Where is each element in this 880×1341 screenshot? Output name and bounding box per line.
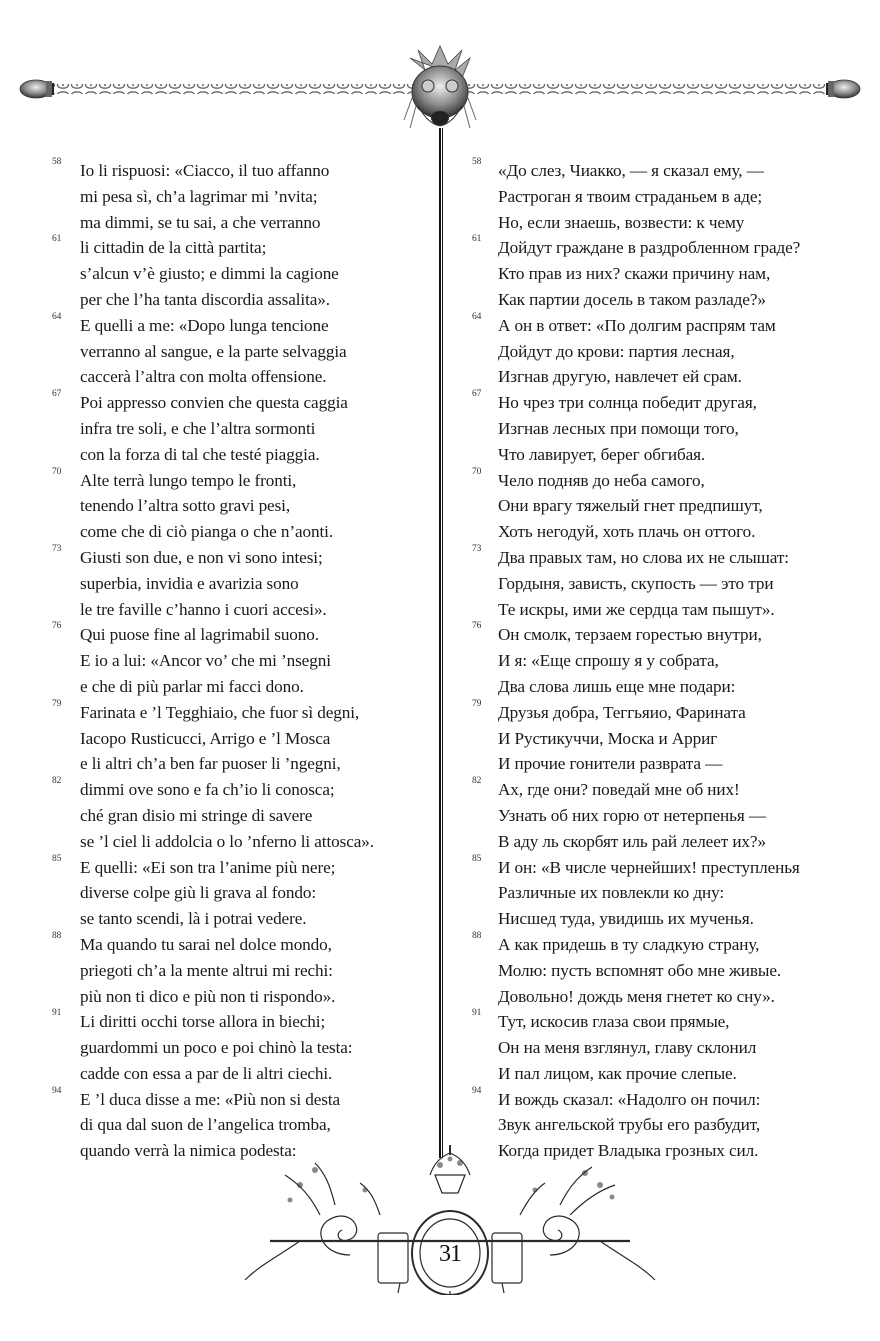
verse-text: Alte terrà lungo tempo le fronti, bbox=[80, 470, 297, 490]
verse-line bbox=[52, 726, 422, 752]
verse-number: 70 bbox=[52, 466, 62, 477]
verse-text: infra tre soli, e che l’altra sormonti bbox=[80, 418, 316, 438]
verse-number: 73 bbox=[52, 543, 62, 554]
verse-number: 67 bbox=[52, 389, 62, 400]
verse-number: 94 bbox=[52, 1085, 62, 1096]
verse-text: per che l’ha tanta discordia assalita». bbox=[80, 289, 330, 309]
verse-text: guardommi un poco e poi chinò la testa: bbox=[80, 1038, 353, 1058]
verse-text: tenendo l’altra sotto gravi pesi, bbox=[80, 496, 291, 516]
verse-number: 67 bbox=[472, 389, 482, 400]
verse-line bbox=[52, 984, 422, 1010]
verse-number: 82 bbox=[52, 776, 62, 787]
verse-number: 61 bbox=[52, 234, 62, 245]
verse-number: 58 bbox=[472, 157, 482, 167]
verse-text: Он смолк, терзаем горестью внутри, bbox=[498, 625, 762, 645]
verse-text: Друзья добра, Теггьяио, Фарината bbox=[498, 702, 746, 722]
verse-text: И я: «Еще спрошу я у собрата, bbox=[498, 651, 719, 671]
verse-text: caccerà l’altra con molta offensione. bbox=[80, 367, 327, 387]
verse-text: le tre faville c’hanno i cuori accesi». bbox=[80, 599, 327, 619]
verse-line bbox=[472, 648, 862, 674]
verse-number: 88 bbox=[472, 930, 482, 941]
verse-number: 76 bbox=[52, 621, 62, 632]
mask-icon bbox=[404, 46, 476, 128]
verse-line bbox=[52, 1009, 422, 1035]
verse-line bbox=[52, 648, 422, 674]
verse-text: Хоть негодуй, хоть плачь он оттого. bbox=[498, 522, 756, 542]
verse-text: E ’l duca disse a me: «Più non si desta bbox=[80, 1089, 341, 1109]
verse-text: Растроган я твоим страданьем в аде; bbox=[498, 186, 763, 206]
verse-text: Они врагу тяжелый гнет предпишут, bbox=[498, 496, 763, 516]
verse-text: Но чрез три солнца победит другая, bbox=[498, 393, 757, 413]
verse-text: Qui puose fine al lagrimabil suono. bbox=[80, 625, 319, 645]
verse-line bbox=[52, 674, 422, 700]
verse-line bbox=[52, 545, 422, 571]
verse-line bbox=[472, 880, 862, 906]
verse-line bbox=[472, 545, 862, 571]
verse-line bbox=[52, 777, 422, 803]
verse-text: con la forza di tal che testé piaggia. bbox=[80, 444, 320, 464]
verse-text: Довольно! дождь меня гнетет ко сну». bbox=[498, 986, 775, 1006]
verse-line bbox=[52, 1112, 422, 1138]
verse-line bbox=[52, 1087, 422, 1113]
verse-line bbox=[472, 261, 862, 287]
verse-line bbox=[472, 1009, 862, 1035]
verse-number: 82 bbox=[472, 776, 482, 787]
verse-number: 85 bbox=[472, 853, 482, 864]
italian-column bbox=[52, 158, 422, 1164]
verse-line bbox=[472, 1061, 862, 1087]
verse-text: dimmi ove sono e fa ch’io li conosca; bbox=[80, 780, 335, 800]
verse-text: Звук ангельской трубы его разбудит, bbox=[498, 1115, 761, 1135]
verse-line bbox=[52, 235, 422, 261]
verse-text: E quelli: «Ei son tra l’anime più nere; bbox=[80, 857, 336, 877]
verse-line bbox=[52, 261, 422, 287]
verse-line bbox=[52, 364, 422, 390]
verse-number: 58 bbox=[52, 157, 62, 167]
verse-line bbox=[52, 880, 422, 906]
verse-text: Но, если знаешь, возвести: к чему bbox=[498, 212, 745, 232]
verse-line bbox=[472, 364, 862, 390]
verse-text: И вождь сказал: «Надолго он почил: bbox=[498, 1089, 761, 1109]
verse-text: Ах, где они? поведай мне об них! bbox=[498, 780, 740, 800]
verse-text: Различные их повлекли ко дну: bbox=[498, 883, 725, 903]
verse-text: А он в ответ: «По долгим распрям там bbox=[498, 315, 776, 335]
verse-text: Он на меня взглянул, главу склонил bbox=[498, 1038, 757, 1058]
verse-number: 64 bbox=[472, 311, 482, 322]
verse-line bbox=[52, 184, 422, 210]
verse-text: Iacopo Rusticucci, Arrigo e ’l Mosca bbox=[80, 728, 331, 748]
verse-text: Poi appresso convien che questa caggia bbox=[80, 393, 348, 413]
verse-line bbox=[472, 468, 862, 494]
verse-text: ché gran disio mi stringe di savere bbox=[80, 805, 313, 825]
verse-line bbox=[472, 287, 862, 313]
verse-line bbox=[472, 803, 862, 829]
verse-text: И Рустикуччи, Моска и Арриг bbox=[498, 728, 718, 748]
verse-line bbox=[52, 210, 422, 236]
verse-text: Когда придет Владыка грозных сил. bbox=[498, 1141, 759, 1161]
verse-text: se tanto scendi, là i potrai vedere. bbox=[80, 909, 307, 929]
verse-line bbox=[472, 984, 862, 1010]
verse-text: quando verrà la nimica podesta: bbox=[80, 1141, 297, 1161]
verse-line bbox=[52, 751, 422, 777]
verse-number: 70 bbox=[472, 466, 482, 477]
verse-text: diverse colpe giù li grava al fondo: bbox=[80, 883, 316, 903]
verse-line bbox=[52, 339, 422, 365]
verse-text: Те искры, ими же сердца там пышут». bbox=[498, 599, 775, 619]
verse-text: e li altri ch’a ben far puoser li ’ngegni, bbox=[80, 754, 341, 774]
verse-line bbox=[472, 1112, 862, 1138]
verse-line bbox=[52, 390, 422, 416]
verse-line bbox=[52, 1035, 422, 1061]
verse-line bbox=[472, 313, 862, 339]
verse-number: 64 bbox=[52, 311, 62, 322]
verse-text: mi pesa sì, ch’a lagrimar mi ’nvita; bbox=[80, 186, 318, 206]
russian-column bbox=[472, 158, 862, 1164]
verse-text: Farinata e ’l Tegghiaio, che fuor sì degni, bbox=[80, 702, 360, 722]
verse-text: Li diritti occhi torse allora in biechi; bbox=[80, 1012, 326, 1032]
verse-line bbox=[52, 906, 422, 932]
verse-line bbox=[472, 442, 862, 468]
verse-text: А как придешь в ту сладкую страну, bbox=[498, 934, 760, 954]
verse-line bbox=[52, 313, 422, 339]
verse-line bbox=[472, 519, 862, 545]
verse-number: 85 bbox=[52, 853, 62, 864]
verse-line bbox=[52, 416, 422, 442]
verse-text: Дойдут до крови: партия лесная, bbox=[498, 341, 735, 361]
verse-text: come che di ciò pianga o che n’aonti. bbox=[80, 522, 334, 542]
verse-line bbox=[472, 339, 862, 365]
verse-line bbox=[472, 158, 862, 184]
verse-line bbox=[52, 519, 422, 545]
verse-line bbox=[472, 829, 862, 855]
verse-number: 91 bbox=[472, 1008, 482, 1019]
verse-line bbox=[472, 416, 862, 442]
verse-line bbox=[52, 1061, 422, 1087]
verse-line bbox=[472, 210, 862, 236]
verse-text: e che di più parlar mi facci dono. bbox=[80, 676, 304, 696]
verse-text: Что лавирует, берег обгибая. bbox=[498, 444, 706, 464]
verse-text: Дойдут граждане в раздробленном граде? bbox=[498, 238, 801, 258]
column-divider bbox=[439, 128, 443, 1158]
verse-number: 94 bbox=[472, 1085, 482, 1096]
verse-text: Io li rispuosi: «Ciacco, il tuo affanno bbox=[80, 161, 330, 180]
verse-line bbox=[472, 906, 862, 932]
verse-text: Молю: пусть вспомнят обо мне живые. bbox=[498, 960, 782, 980]
verse-number: 73 bbox=[472, 543, 482, 554]
verse-line bbox=[52, 287, 422, 313]
verse-number: 76 bbox=[472, 621, 482, 632]
verse-text: priegoti ch’a la mente altrui mi rechi: bbox=[80, 960, 333, 980]
verse-line bbox=[472, 726, 862, 752]
verse-text: Чело подняв до неба самого, bbox=[498, 470, 705, 490]
verse-text: più non ti dico e più non ti rispondo». bbox=[80, 986, 336, 1006]
verse-line bbox=[472, 751, 862, 777]
verse-number: 79 bbox=[52, 698, 62, 709]
verse-text: E quelli a me: «Dopo lunga tencione bbox=[80, 315, 329, 335]
verse-text: Изгнав лесных при помощи того, bbox=[498, 418, 739, 438]
right-finial-icon bbox=[826, 80, 860, 98]
verse-text: В аду ль скорбят иль рай лелеет их?» bbox=[498, 831, 766, 851]
verse-line bbox=[472, 700, 862, 726]
verse-line bbox=[472, 777, 862, 803]
verse-line bbox=[472, 622, 862, 648]
verse-text: s’alcun v’è giusto; e dimmi la cagione bbox=[80, 264, 339, 284]
verse-line bbox=[52, 597, 422, 623]
page-number: 31 bbox=[439, 1241, 461, 1267]
verse-line bbox=[472, 235, 862, 261]
verse-number: 61 bbox=[472, 234, 482, 245]
verse-line bbox=[472, 958, 862, 984]
verse-line bbox=[472, 1035, 862, 1061]
left-finial-icon bbox=[20, 80, 54, 98]
verse-line bbox=[52, 158, 422, 184]
verse-text: superbia, invidia e avarizia sono bbox=[80, 573, 299, 593]
verse-line bbox=[52, 700, 422, 726]
verse-line bbox=[472, 184, 862, 210]
verse-number: 91 bbox=[52, 1008, 62, 1019]
verse-line bbox=[52, 855, 422, 881]
verse-line bbox=[472, 1087, 862, 1113]
verse-text: Кто прав из них? скажи причину нам, bbox=[498, 264, 771, 284]
rococo-cartouche-icon bbox=[240, 1145, 660, 1295]
verse-text: Изгнав другую, навлечет ей срам. bbox=[498, 367, 742, 387]
verse-line bbox=[52, 493, 422, 519]
verse-text: Тут, искосив глаза свои прямые, bbox=[498, 1012, 730, 1032]
verse-text: Узнать об них горю от нетерпенья — bbox=[498, 805, 766, 825]
verse-text: Как партии досель в таком разладе?» bbox=[498, 289, 766, 309]
verse-line bbox=[472, 855, 862, 881]
verse-line bbox=[52, 468, 422, 494]
verse-text: verranno al sangue, e la parte selvaggia bbox=[80, 341, 347, 361]
verse-line bbox=[52, 442, 422, 468]
verse-number: 79 bbox=[472, 698, 482, 709]
verse-line bbox=[52, 958, 422, 984]
verse-text: E io a lui: «Ancor vo’ che mi ’nsegni bbox=[80, 651, 331, 671]
verse-line bbox=[52, 803, 422, 829]
verse-line bbox=[52, 571, 422, 597]
verse-line bbox=[52, 622, 422, 648]
verse-line bbox=[52, 932, 422, 958]
verse-line bbox=[472, 390, 862, 416]
verse-text: И пал лицом, как прочие слепые. bbox=[498, 1063, 737, 1083]
verse-number: 88 bbox=[52, 930, 62, 941]
verse-text: «До слез, Чиакко, — я сказал ему, — bbox=[498, 161, 764, 180]
verse-line bbox=[472, 932, 862, 958]
verse-text: Гордыня, зависть, скупость — это три bbox=[498, 573, 774, 593]
verse-text: ma dimmi, se tu sai, a che verranno bbox=[80, 212, 321, 232]
verse-text: И он: «В числе чернейших! преступленья bbox=[498, 857, 800, 877]
verse-text: Два слова лишь еще мне подари: bbox=[498, 676, 736, 696]
verse-text: se ’l ciel li addolcia o lo ’nferno li attosca». bbox=[80, 831, 374, 851]
footer-ornament bbox=[240, 1145, 660, 1295]
verse-text: Нисшед туда, увидишь их мученья. bbox=[498, 909, 754, 929]
verse-line bbox=[472, 493, 862, 519]
verse-line bbox=[472, 597, 862, 623]
verse-text: Giusti son due, e non vi sono intesi; bbox=[80, 547, 323, 567]
verse-text: Два правых там, но слова их не слышат: bbox=[498, 547, 789, 567]
verse-text: di qua dal suon de l’angelica tromba, bbox=[80, 1115, 331, 1135]
verse-line bbox=[472, 571, 862, 597]
verse-text: li cittadin de la città partita; bbox=[80, 238, 267, 258]
verse-line bbox=[52, 829, 422, 855]
verse-line bbox=[472, 674, 862, 700]
verse-text: Ma quando tu sarai nel dolce mondo, bbox=[80, 934, 332, 954]
verse-text: И прочие гонители разврата — bbox=[498, 754, 723, 774]
verse-text: cadde con essa a par de li altri ciechi. bbox=[80, 1063, 333, 1083]
